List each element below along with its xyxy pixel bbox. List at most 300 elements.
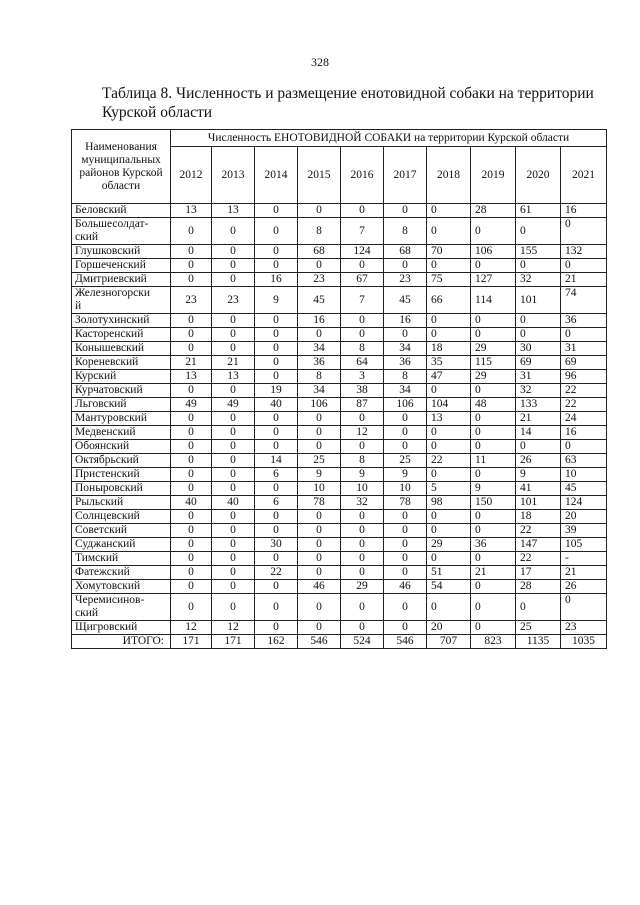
count-cell-2014: 0 [255,412,298,426]
count-cell-2014: 6 [255,496,298,510]
count-cell-2017: 23 [384,273,427,287]
count-cell-2012: 0 [171,328,212,342]
count-cell-2013: 0 [212,524,255,538]
count-cell-2016: 0 [341,314,384,328]
count-cell-2012: 0 [171,524,212,538]
count-cell-2016: 32 [341,496,384,510]
district-name: Льговский [72,398,171,412]
count-cell-2016: 7 [341,287,384,314]
count-cell-2012: 21 [171,356,212,370]
count-cell-2013: 0 [212,468,255,482]
district-name: Щигровский [72,621,171,635]
count-cell-2021: 45 [561,482,607,496]
count-cell-2018: 0 [427,384,471,398]
table-row [72,356,607,370]
count-cell-2016: 0 [341,566,384,580]
count-cell-2012: 13 [171,370,212,384]
count-cell-2013: 0 [212,218,255,245]
count-cell-2019: 106 [471,245,516,259]
count-cell-2017: 0 [384,412,427,426]
count-cell-2020: 0 [516,314,561,328]
count-cell-2014: 0 [255,552,298,566]
year-header-2012: 2012 [171,147,212,204]
population-group-header: Численность ЕНОТОВИДНОЙ СОБАКИ на территории Курской области [171,130,607,147]
count-cell-2013: 0 [212,538,255,552]
district-name: Мантуровский [72,412,171,426]
count-cell-2016: 38 [341,384,384,398]
count-cell-2016: 87 [341,398,384,412]
count-cell-2020: 22 [516,524,561,538]
count-cell-2014: 14 [255,454,298,468]
count-cell-2020: 18 [516,510,561,524]
count-cell-2020: 155 [516,245,561,259]
count-cell-2017: 0 [384,328,427,342]
count-cell-2016: 0 [341,440,384,454]
count-cell-2013: 0 [212,580,255,594]
count-cell-2017: 34 [384,384,427,398]
count-cell-2020: 21 [516,412,561,426]
count-cell-2021: 36 [561,314,607,328]
count-cell-2012: 0 [171,218,212,245]
district-name: Пристенский [72,468,171,482]
count-cell-2017: 0 [384,538,427,552]
count-cell-2013: 0 [212,245,255,259]
district-name-part: й [75,300,82,312]
table-caption: Таблица 8. Численность и размещение енотовидной собаки на территории Курской области [102,85,594,121]
total-cell-2017: 546 [384,635,427,649]
count-cell-2012: 0 [171,510,212,524]
count-cell-2012: 0 [171,342,212,356]
count-cell-2018: 0 [427,510,471,524]
count-cell-2014: 19 [255,384,298,398]
count-cell-2014: 0 [255,440,298,454]
table-row [72,552,607,566]
count-cell-2021: 132 [561,245,607,259]
count-cell-2018: 0 [427,440,471,454]
count-cell-2016: 0 [341,204,384,218]
count-cell-2018: 104 [427,398,471,412]
district-name: Конышевский [72,342,171,356]
count-cell-2020: 147 [516,538,561,552]
count-cell-2019: 115 [471,356,516,370]
count-cell-2012: 0 [171,482,212,496]
count-cell-2016: 8 [341,342,384,356]
count-cell-2021: 63 [561,454,607,468]
total-cell-2021: 1035 [561,635,607,649]
count-cell-2015: 16 [298,314,341,328]
count-cell-2019: 0 [471,510,516,524]
count-cell-2016: 0 [341,259,384,273]
total-cell-2020: 1135 [516,635,561,649]
count-cell-2017: 0 [384,594,427,621]
count-cell-2015: 0 [298,426,341,440]
total-cell-2012: 171 [171,635,212,649]
year-header-2014: 2014 [255,147,298,204]
year-header-2015: 2015 [298,147,341,204]
count-cell-2016: 10 [341,482,384,496]
count-cell-2014: 0 [255,580,298,594]
count-cell-2021: 124 [561,496,607,510]
count-cell-2019: 0 [471,314,516,328]
count-cell-2013: 0 [212,566,255,580]
count-cell-2020: 22 [516,552,561,566]
count-cell-2015: 78 [298,496,341,510]
table-row [72,245,607,259]
count-cell-2018: 20 [427,621,471,635]
district-name [72,218,171,245]
count-cell-2015: 0 [298,204,341,218]
total-label: ИТОГО: [72,635,171,649]
count-cell-2012: 23 [171,287,212,314]
district-name: Хомутовский [72,580,171,594]
count-cell-2015: 0 [298,594,341,621]
count-cell-2014: 0 [255,204,298,218]
count-cell-2019: 0 [471,412,516,426]
count-cell-2013: 0 [212,259,255,273]
count-cell-2015: 0 [298,566,341,580]
count-cell-2017: 0 [384,552,427,566]
count-cell-2019: 0 [471,621,516,635]
count-cell-2020: 32 [516,273,561,287]
count-cell-2021: - [561,552,607,566]
district-name: Советский [72,524,171,538]
count-cell-2014: 0 [255,482,298,496]
count-cell-2018: 0 [427,594,471,621]
year-header-2017: 2017 [384,147,427,204]
count-cell-2014: 9 [255,287,298,314]
count-cell-2014: 0 [255,510,298,524]
count-cell-2012: 0 [171,259,212,273]
count-cell-2020: 28 [516,580,561,594]
count-cell-2017: 0 [384,621,427,635]
table-row [72,621,607,635]
count-cell-2020: 133 [516,398,561,412]
count-cell-2015: 36 [298,356,341,370]
district-name: Курчатовский [72,384,171,398]
count-cell-2014: 0 [255,370,298,384]
count-cell-2018: 75 [427,273,471,287]
count-cell-2020: 17 [516,566,561,580]
count-cell-2020: 25 [516,621,561,635]
count-cell-2012: 0 [171,426,212,440]
table-row [72,510,607,524]
count-cell-2013: 0 [212,273,255,287]
count-cell-2012: 0 [171,538,212,552]
count-cell-2019: 127 [471,273,516,287]
district-name: Суджанский [72,538,171,552]
count-cell-2020: 0 [516,259,561,273]
count-cell-2015: 0 [298,412,341,426]
count-cell-2015: 0 [298,552,341,566]
count-cell-2017: 0 [384,259,427,273]
count-cell-2016: 124 [341,245,384,259]
district-name-part: Железногорски [75,287,151,299]
count-cell-2016: 7 [341,218,384,245]
count-cell-2018: 0 [427,204,471,218]
count-cell-2014: 0 [255,218,298,245]
count-cell-2015: 0 [298,524,341,538]
table-row [72,384,607,398]
count-cell-2015: 34 [298,384,341,398]
table-row [72,287,607,314]
count-cell-2016: 0 [341,538,384,552]
count-cell-2021: 0 [561,328,607,342]
count-cell-2018: 98 [427,496,471,510]
count-cell-2020: 61 [516,204,561,218]
total-cell-2016: 524 [341,635,384,649]
count-cell-2017: 46 [384,580,427,594]
count-cell-2016: 0 [341,510,384,524]
count-cell-2019: 0 [471,440,516,454]
count-cell-2018: 66 [427,287,471,314]
count-cell-2020: 41 [516,482,561,496]
count-cell-2013: 0 [212,552,255,566]
table-row [72,328,607,342]
table-row [72,204,607,218]
count-cell-2013: 0 [212,440,255,454]
count-cell-2014: 30 [255,538,298,552]
count-cell-2020: 26 [516,454,561,468]
total-cell-2018: 707 [427,635,471,649]
table-row [72,580,607,594]
district-name: Фатежский [72,566,171,580]
table-row [72,426,607,440]
count-cell-2013: 13 [212,370,255,384]
count-cell-2018: 22 [427,454,471,468]
count-cell-2019: 0 [471,328,516,342]
count-cell-2018: 0 [427,328,471,342]
district-name: Беловский [72,204,171,218]
district-name: Курский [72,370,171,384]
district-name [72,594,171,621]
count-cell-2018: 70 [427,245,471,259]
year-header-2020: 2020 [516,147,561,204]
count-cell-2017: 36 [384,356,427,370]
count-cell-2019: 0 [471,468,516,482]
district-name: Солнцевский [72,510,171,524]
table-row [72,259,607,273]
count-cell-2017: 0 [384,566,427,580]
count-cell-2013: 49 [212,398,255,412]
count-cell-2019: 29 [471,342,516,356]
year-header-2021: 2021 [561,147,607,204]
count-cell-2019: 11 [471,454,516,468]
page-number: 328 [311,55,329,69]
count-cell-2017: 45 [384,287,427,314]
count-cell-2016: 0 [341,594,384,621]
count-cell-2014: 0 [255,524,298,538]
count-cell-2019: 0 [471,552,516,566]
count-cell-2017: 34 [384,342,427,356]
district-name: Кореневский [72,356,171,370]
count-cell-2013: 0 [212,510,255,524]
count-cell-2021: 26 [561,580,607,594]
count-cell-2017: 0 [384,440,427,454]
count-cell-2014: 0 [255,314,298,328]
count-cell-2019: 0 [471,218,516,245]
count-cell-2013: 0 [212,342,255,356]
count-cell-2014: 0 [255,356,298,370]
count-cell-2014: 40 [255,398,298,412]
district-name: Золотухинский [72,314,171,328]
count-cell-2013: 0 [212,328,255,342]
count-cell-2021: 21 [561,566,607,580]
count-cell-2020: 0 [516,328,561,342]
count-cell-2021: 24 [561,412,607,426]
district-name: Октябрьский [72,454,171,468]
district-name: Рыльский [72,496,171,510]
district-name: Горшеченский [72,259,171,273]
count-cell-2019: 114 [471,287,516,314]
count-cell-2014: 16 [255,273,298,287]
count-cell-2019: 9 [471,482,516,496]
total-cell-2015: 546 [298,635,341,649]
count-cell-2018: 0 [427,468,471,482]
count-cell-2019: 0 [471,580,516,594]
count-cell-2012: 0 [171,468,212,482]
count-cell-2015: 0 [298,538,341,552]
count-cell-2019: 150 [471,496,516,510]
count-cell-2014: 0 [255,342,298,356]
table-row [72,314,607,328]
count-cell-2013: 0 [212,454,255,468]
count-cell-2015: 8 [298,218,341,245]
count-cell-2020: 30 [516,342,561,356]
count-cell-2013: 0 [212,384,255,398]
count-cell-2012: 0 [171,245,212,259]
count-cell-2012: 0 [171,273,212,287]
count-cell-2012: 0 [171,440,212,454]
count-cell-2016: 8 [341,454,384,468]
count-cell-2021: 0 [561,594,607,621]
count-cell-2017: 106 [384,398,427,412]
count-cell-2012: 12 [171,621,212,635]
count-cell-2019: 29 [471,370,516,384]
count-cell-2018: 0 [427,314,471,328]
count-cell-2018: 29 [427,538,471,552]
count-cell-2019: 0 [471,426,516,440]
count-cell-2020: 0 [516,440,561,454]
count-cell-2013: 0 [212,594,255,621]
count-cell-2017: 8 [384,370,427,384]
count-cell-2021: 0 [561,259,607,273]
count-cell-2019: 21 [471,566,516,580]
count-cell-2021: 96 [561,370,607,384]
count-cell-2016: 67 [341,273,384,287]
count-cell-2015: 8 [298,370,341,384]
count-cell-2018: 5 [427,482,471,496]
count-cell-2018: 18 [427,342,471,356]
table-row [72,468,607,482]
count-cell-2018: 0 [427,218,471,245]
total-cell-2014: 162 [255,635,298,649]
count-cell-2014: 0 [255,245,298,259]
count-cell-2019: 0 [471,259,516,273]
count-cell-2019: 36 [471,538,516,552]
district-name: Касторенский [72,328,171,342]
count-cell-2021: 105 [561,538,607,552]
table-row [72,524,607,538]
count-cell-2013: 0 [212,426,255,440]
count-cell-2015: 0 [298,259,341,273]
count-cell-2015: 106 [298,398,341,412]
count-cell-2017: 0 [384,510,427,524]
count-cell-2012: 0 [171,384,212,398]
count-cell-2021: 16 [561,204,607,218]
count-cell-2012: 0 [171,314,212,328]
total-cell-2019: 823 [471,635,516,649]
district-name-part: ский [75,231,98,243]
count-cell-2013: 12 [212,621,255,635]
count-cell-2020: 14 [516,426,561,440]
count-cell-2015: 23 [298,273,341,287]
count-cell-2018: 51 [427,566,471,580]
count-cell-2012: 0 [171,552,212,566]
district-name: Поныровский [72,482,171,496]
count-cell-2015: 9 [298,468,341,482]
count-cell-2016: 0 [341,412,384,426]
count-cell-2018: 35 [427,356,471,370]
year-header-2016: 2016 [341,147,384,204]
count-cell-2021: 22 [561,398,607,412]
count-cell-2015: 0 [298,510,341,524]
district-name [72,287,171,314]
count-cell-2017: 25 [384,454,427,468]
count-cell-2018: 0 [427,524,471,538]
count-cell-2016: 9 [341,468,384,482]
count-cell-2013: 13 [212,204,255,218]
count-cell-2015: 68 [298,245,341,259]
table-row [72,594,607,621]
count-cell-2015: 45 [298,287,341,314]
count-cell-2013: 0 [212,482,255,496]
district-name: Обоянский [72,440,171,454]
count-cell-2016: 3 [341,370,384,384]
count-cell-2020: 69 [516,356,561,370]
district-name: Глушковский [72,245,171,259]
table-row [72,440,607,454]
district-name-part: ский [75,607,98,619]
count-cell-2019: 28 [471,204,516,218]
count-cell-2018: 0 [427,552,471,566]
count-cell-2015: 34 [298,342,341,356]
year-header-2013: 2013 [212,147,255,204]
count-cell-2014: 0 [255,259,298,273]
count-cell-2012: 0 [171,594,212,621]
count-cell-2016: 0 [341,621,384,635]
count-cell-2021: 0 [561,440,607,454]
district-column-header: Наименования муниципальных районов Курской области [72,130,171,204]
count-cell-2020: 32 [516,384,561,398]
count-cell-2017: 0 [384,204,427,218]
table-row [72,218,607,245]
count-cell-2021: 16 [561,426,607,440]
count-cell-2019: 0 [471,384,516,398]
count-cell-2015: 46 [298,580,341,594]
count-cell-2013: 40 [212,496,255,510]
count-cell-2015: 25 [298,454,341,468]
district-name: Медвенский [72,426,171,440]
table-row [72,482,607,496]
count-cell-2021: 31 [561,342,607,356]
count-cell-2013: 21 [212,356,255,370]
count-cell-2017: 8 [384,218,427,245]
table-row [72,273,607,287]
count-cell-2014: 22 [255,566,298,580]
total-cell-2013: 171 [212,635,255,649]
count-cell-2020: 101 [516,287,561,314]
table-row [72,454,607,468]
